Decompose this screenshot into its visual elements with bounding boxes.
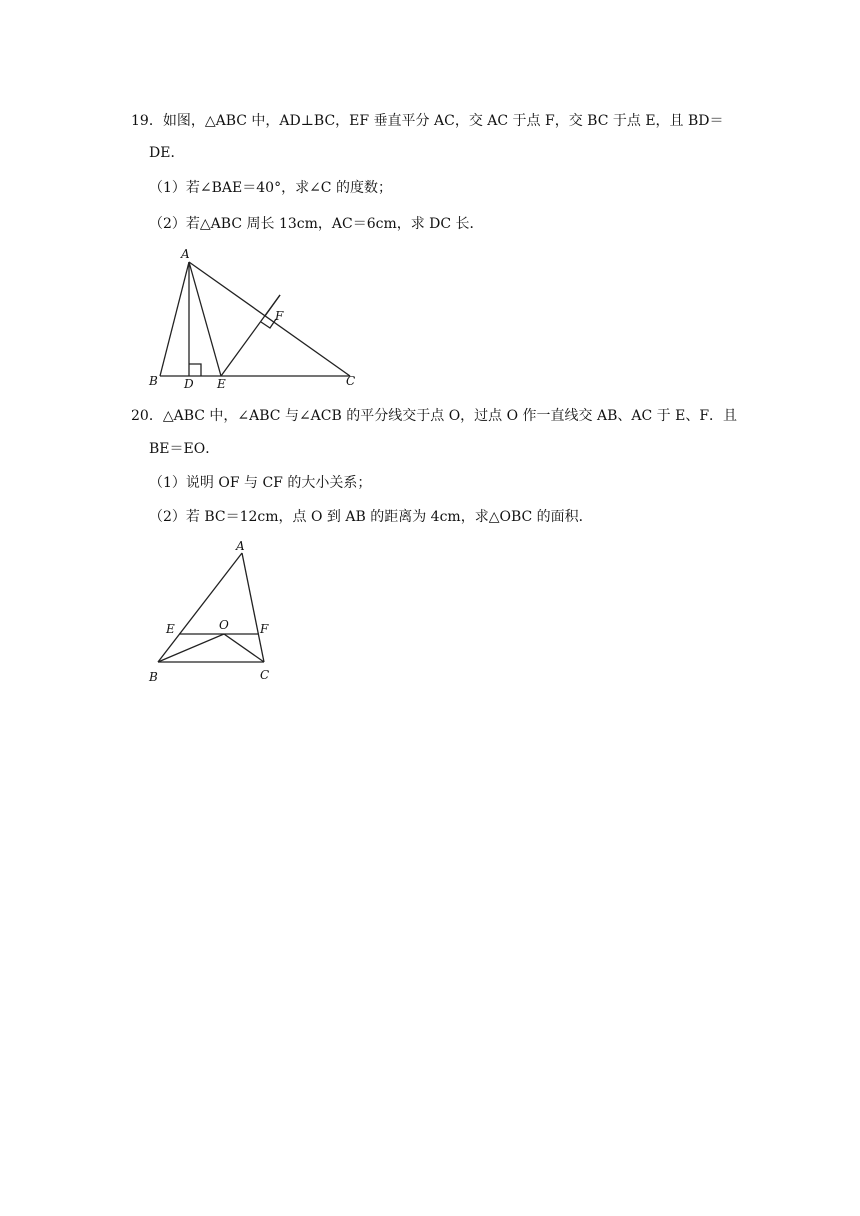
label-b: B: [149, 670, 158, 684]
q20-stem-line2: BE＝EO．: [149, 441, 220, 457]
q20-subquestion-2: （2）若 BC＝12cm，点 O 到 AB 的距离为 4cm，求△OBC 的面积．: [149, 509, 593, 525]
q20-subquestion-1: （1）说明 OF 与 CF 的大小关系；: [149, 475, 372, 491]
label-d: D: [184, 377, 194, 391]
label-a: A: [181, 247, 190, 261]
segment-ab: [158, 553, 242, 662]
q19-subquestion-2: （2）若△ABC 周长 13cm，AC＝6cm，求 DC 长．: [149, 216, 484, 232]
segment-ac: [189, 262, 350, 376]
label-b: B: [149, 374, 158, 388]
segment-ac: [242, 553, 264, 662]
segment-bo: [158, 634, 224, 662]
q19-stem-line1: 19．如图，△ABC 中，AD⊥BC，EF 垂直平分 AC，交 AC 于点 F，交 BC 于点 E，且 BD＝: [131, 113, 724, 129]
label-f: F: [260, 622, 269, 636]
q20-figure: [140, 535, 290, 685]
label-e: E: [166, 622, 175, 636]
label-c: C: [260, 668, 270, 682]
label-e: E: [217, 377, 226, 391]
label-c: C: [346, 374, 356, 388]
q19-figure: [140, 240, 370, 390]
segment-co: [224, 634, 264, 662]
segment-ae: [189, 262, 221, 376]
right-angle-mark-d: [189, 364, 201, 376]
segment-ab: [160, 262, 189, 376]
right-angle-mark-f: [261, 319, 276, 328]
q20-stem-line1: 20．△ABC 中，∠ABC 与∠ACB 的平分线交于点 O，过点 O 作一直线交 AB、AC 于 E、F．且: [131, 408, 738, 424]
label-a: A: [236, 539, 245, 553]
label-f: F: [275, 309, 284, 323]
q19-stem-line2: DE．: [149, 145, 185, 161]
q19-subquestion-1: （1）若∠BAE＝40°，求∠C 的度数；: [149, 180, 392, 196]
label-o: O: [219, 618, 229, 632]
